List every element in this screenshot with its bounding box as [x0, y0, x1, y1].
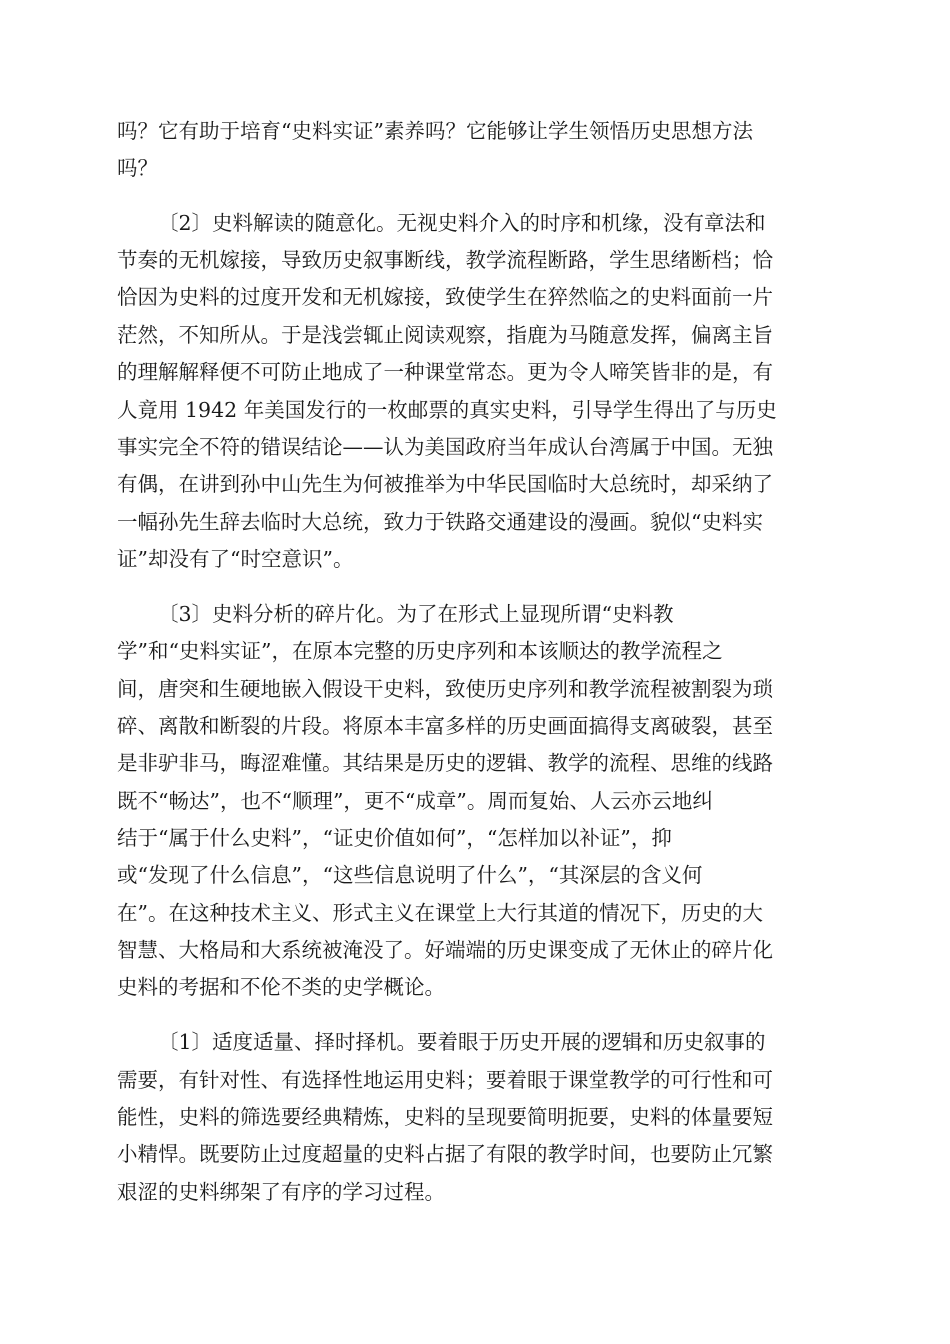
- text-line: 能性，史料的筛选要经典精炼，史料的呈现要简明扼要，史料的体量要短: [117, 1105, 773, 1129]
- paragraph-first-line: 〔2〕史料解读的随意化。无视史料介入的时序和机缘，没有章法和: [158, 211, 766, 235]
- text-line: 学”和“史料实证”，在原本完整的历史序列和本该顺达的教学流程之: [117, 639, 723, 663]
- text-line: 既不“畅达”，也不“顺理”，更不“成章”。周而复始、人云亦云地纠: [117, 789, 713, 813]
- text-line: 人竟用 1942 年美国发行的一枚邮票的真实史料，引导学生得出了与历史: [117, 398, 777, 422]
- text-line: 是非驴非马，晦涩难懂。其结果是历史的逻辑、教学的流程、思维的线路: [117, 751, 773, 775]
- text-line: 小精悍。既要防止过度超量的史料占据了有限的教学时间，也要防止冗繁: [117, 1142, 773, 1166]
- text-line: 或“发现了什么信息”，“这些信息说明了什么”，“其深层的含义何: [117, 863, 703, 887]
- text-line: 的理解解释便不可防止地成了一种课堂常态。更为令人啼笑皆非的是，有: [117, 360, 773, 384]
- text-line: 结于“属于什么史料”，“证史价值如何”，“怎样加以补证”，抑: [117, 826, 672, 850]
- text-line: 在”。在这种技术主义、形式主义在课堂上大行其道的情况下，历史的大: [117, 901, 763, 925]
- text-line: 节奏的无机嫁接，导致历史叙事断线，教学流程断路，学生思绪断档；恰: [117, 248, 773, 272]
- text-line: 恰因为史料的过度开发和无机嫁接，致使学生在猝然临之的史料面前一片: [117, 285, 773, 309]
- text-line: 间，唐突和生硬地嵌入假设干史料，致使历史序列和教学流程被割裂为琐: [117, 677, 773, 701]
- text-line: 碎、离散和断裂的片段。将原本丰富多样的历史画面搞得支离破裂，甚至: [117, 714, 773, 738]
- text-line: 史料的考据和不伦不类的史学概论。: [117, 975, 445, 999]
- text-line: 一幅孙先生辞去临时大总统，致力于铁路交通建设的漫画。貌似“史料实: [117, 510, 763, 534]
- text-line: 吗？它有助于培育“史料实证”素养吗？它能够让学生领悟历史思想方法: [117, 119, 753, 143]
- paragraph-first-line: 〔3〕史料分析的碎片化。为了在形式上显现所谓“史料教: [158, 602, 674, 626]
- paragraph-first-line: 〔1〕适度适量、择时择机。要着眼于历史开展的逻辑和历史叙事的: [158, 1030, 766, 1054]
- text-line: 事实完全不符的错误结论——认为美国政府当年成认台湾属于中国。无独: [117, 435, 773, 459]
- text-line: 需要，有针对性、有选择性地运用史料；要着眼于课堂教学的可行性和可: [117, 1068, 773, 1092]
- text-line: 吗？: [117, 156, 158, 180]
- text-line: 艰涩的史料绑架了有序的学习过程。: [117, 1180, 445, 1204]
- text-line: 有偶，在讲到孙中山先生为何被推举为中华民国临时大总统时，却采纳了: [117, 472, 773, 496]
- text-line: 证”却没有了“时空意识”。: [117, 547, 354, 571]
- text-line: 茫然，不知所从。于是浅尝辄止阅读观察，指鹿为马随意发挥，偏离主旨: [117, 323, 773, 347]
- text-line: 智慧、大格局和大系统被淹没了。好端端的历史课变成了无休止的碎片化: [117, 938, 773, 962]
